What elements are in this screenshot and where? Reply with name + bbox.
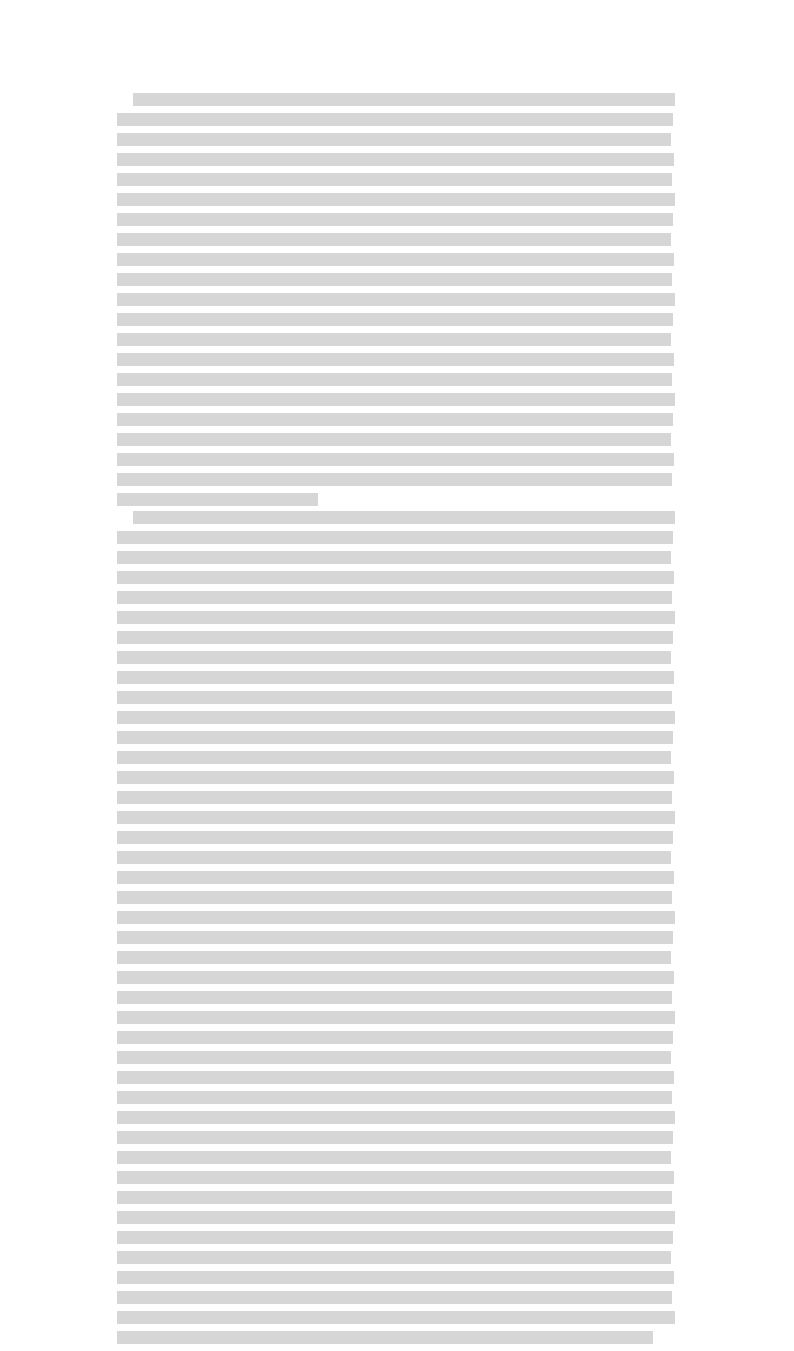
paragraph-2: [117, 511, 675, 1351]
text-line: [117, 711, 675, 724]
text-line: [117, 771, 674, 784]
text-line: [117, 1131, 673, 1144]
text-line: [117, 691, 672, 704]
text-line: [117, 393, 675, 406]
text-line: [117, 1171, 674, 1184]
text-line: [117, 193, 675, 206]
text-line: [117, 991, 672, 1004]
text-line: [117, 153, 674, 166]
text-line: [117, 1051, 671, 1064]
text-line: [117, 651, 671, 664]
text-line: [117, 671, 674, 684]
text-line: [133, 511, 675, 524]
text-line: [117, 113, 673, 126]
text-line: [117, 531, 673, 544]
document-body: [117, 93, 675, 933]
text-line: [117, 313, 673, 326]
text-line: [117, 1091, 672, 1104]
text-line: [117, 1011, 675, 1024]
text-line: [117, 233, 671, 246]
text-line: [117, 591, 672, 604]
text-line: [117, 631, 673, 644]
text-line: [117, 791, 672, 804]
text-line: [117, 1071, 674, 1084]
text-line: [117, 213, 673, 226]
text-line: [117, 1031, 673, 1044]
text-line: [117, 1111, 675, 1124]
text-line: [117, 433, 671, 446]
text-line: [117, 831, 673, 844]
text-line: [117, 293, 675, 306]
paragraph-1: [117, 93, 675, 513]
text-line: [117, 871, 674, 884]
text-line: [117, 473, 672, 486]
text-line: [117, 1311, 675, 1324]
text-line: [117, 851, 671, 864]
text-line: [117, 333, 671, 346]
text-line: [133, 93, 675, 106]
text-line: [117, 1271, 674, 1284]
text-line: [117, 253, 674, 266]
text-line: [117, 1151, 671, 1164]
text-line: [117, 1211, 675, 1224]
text-line: [117, 891, 672, 904]
text-line: [117, 353, 674, 366]
text-line: [117, 453, 674, 466]
text-line: [117, 971, 674, 984]
text-line: [117, 493, 318, 506]
text-line: [117, 731, 673, 744]
text-line: [117, 911, 675, 924]
text-line: [117, 951, 671, 964]
text-line: [117, 273, 672, 286]
text-line: [117, 811, 675, 824]
text-line: [117, 1191, 672, 1204]
text-line: [117, 413, 673, 426]
text-line: [117, 1251, 671, 1264]
text-line: [117, 1231, 673, 1244]
text-line: [117, 571, 674, 584]
text-line: [117, 373, 672, 386]
text-line: [117, 1291, 672, 1304]
text-line: [117, 173, 672, 186]
text-line: [117, 551, 671, 564]
text-line: [117, 931, 673, 944]
text-line: [117, 611, 675, 624]
text-line: [117, 751, 671, 764]
text-line: [117, 1331, 653, 1344]
text-line: [117, 133, 671, 146]
